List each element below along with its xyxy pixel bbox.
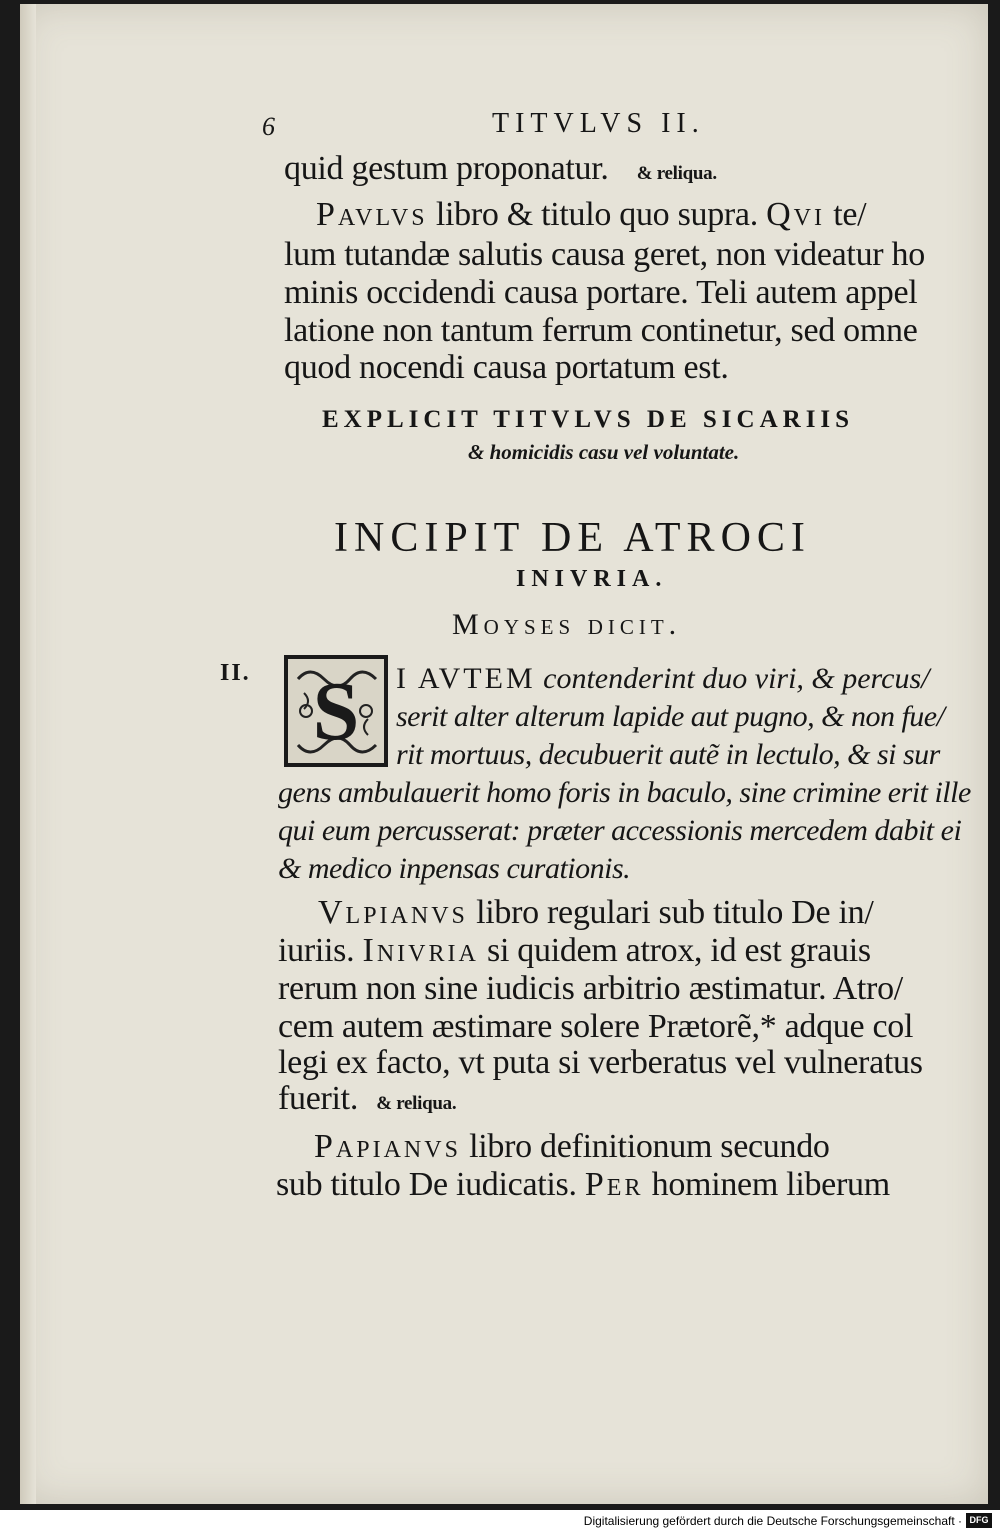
text-span: fuerit. (278, 1080, 359, 1117)
svg-text:S: S (312, 665, 360, 758)
text-line: minis occidendi causa portare. Teli autem appel (284, 274, 918, 311)
text-line: quod nocendi causa portatum est. (284, 349, 729, 386)
text-line: & medico inpensas curationis. (278, 852, 631, 885)
margin-number: II. (220, 660, 251, 686)
reliqua-note: & reliqua. (636, 163, 717, 184)
explicit-heading: EXPLICIT TITVLVS DE SICARIIS (322, 406, 855, 433)
text-span: Inivria (362, 932, 479, 969)
explicit-subheading: & homicidis casu vel voluntate. (468, 440, 740, 464)
text-line: cem autem æstimare solere Prætorẽ,* adque col (278, 1008, 914, 1045)
running-head: TITVLVS II. (492, 108, 705, 139)
initial-ornament-icon (288, 659, 384, 763)
digitization-footer (0, 1510, 1000, 1532)
text-line (284, 150, 717, 188)
decorated-initial (284, 655, 388, 767)
page-edge (20, 4, 36, 1504)
text-span: quid gestum proponatur. (284, 150, 609, 187)
text-span: hominem liberum (643, 1166, 890, 1203)
text-line: latione non tantum ferrum continetur, sed omne (284, 312, 918, 349)
text-line (278, 1080, 456, 1118)
text-line: rerum non sine iudicis arbitrio æstimatur. Atro/ (278, 970, 903, 1007)
author-name: Vlpianvs (318, 894, 468, 931)
text-span: contenderint duo viri, & percus/ (535, 662, 930, 695)
text-line (396, 662, 929, 696)
text-span: iuriis. (278, 932, 363, 969)
text-line (276, 1166, 890, 1204)
text-span: sub titulo De iudicatis. (276, 1166, 585, 1203)
text-span: te/ (825, 196, 867, 233)
text-span: Qvi (766, 196, 826, 233)
author-name: Papianvs (314, 1128, 461, 1165)
incipit-title: INCIPIT DE ATROCI (334, 515, 811, 561)
incipit-subtitle: INIVRIA. (516, 566, 668, 592)
text-line (314, 1128, 830, 1166)
text-span: I AVTEM (396, 662, 536, 695)
folio-number: 6 (262, 112, 275, 141)
text-line (318, 894, 874, 932)
text-line: gens ambulauerit homo foris in baculo, sine crimine erit ille (278, 776, 971, 809)
reliqua-note: & reliqua. (376, 1093, 457, 1114)
text-line (278, 932, 871, 970)
text-line: legi ex facto, vt puta si verberatus vel vulneratus (278, 1044, 923, 1081)
text-span: libro & titulo quo supra. (427, 196, 767, 233)
text-span: libro regulari sub titulo De in/ (467, 894, 874, 931)
text-span: libro definitionum secundo (460, 1128, 830, 1165)
text-span: Per (584, 1166, 644, 1203)
text-line: qui eum percusserat: præter accessionis mercedem dabit ei (278, 814, 962, 847)
speaker-heading: Moyses dicit. (452, 608, 682, 641)
text-line: serit alter alterum lapide aut pugno, & non fue/ (396, 700, 945, 733)
author-name: Pavlvs (316, 196, 428, 233)
dfg-logo: DFG (966, 1513, 992, 1528)
footer-credit: Digitalisierung gefördert durch die Deutsche Forschungsgemeinschaft · (583, 1514, 962, 1528)
text-line (316, 196, 866, 234)
text-line: rit mortuus, decubuerit autẽ in lectulo, & si sur (396, 738, 940, 771)
text-span: si quidem atrox, id est grauis (478, 932, 871, 969)
text-line: lum tutandæ salutis causa geret, non videatur ho (284, 236, 925, 273)
